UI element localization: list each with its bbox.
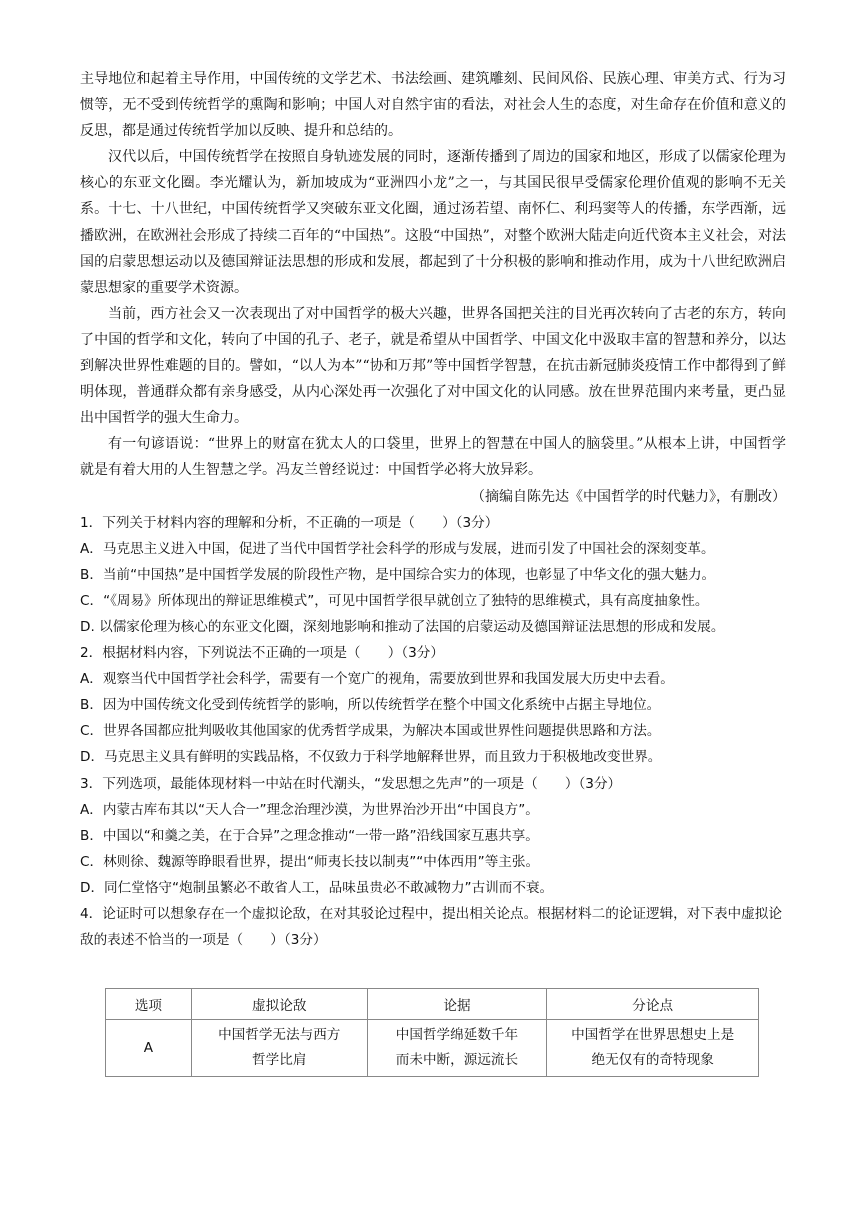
header-subpoint: 分论点 — [547, 989, 759, 1020]
question-option: C．世界各国都应批判吸收其他国家的优秀哲学成果，为解决本国或世界性问题提供思路和方法。 — [80, 723, 661, 740]
header-opponent: 虚拟论敌 — [191, 989, 367, 1020]
passage-paragraph-3: 当前，西方社会又一次表现出了对中国哲学的极大兴趣，世界各国把关注的目光再次转向了古老的东方，转向了中国的哲学和文化，转向了中国的孔子、老子，就是希望从中国哲学、中国文化中汲取丰富的智慧和养分，以达到解决世界性难题的目的。譬如，“以人为本”“协和万邦”等中国哲学智慧，在抗击新冠肺炎疫情工作中都得到了鲜明体现，普通群众都有亲身感受，从内心深处再一次强化了对中国文化的认同感。放在世界范围内来考量，更凸显出中国哲学的强大生命力。 — [80, 305, 786, 427]
question-1 — [80, 510, 786, 640]
cell-option: A — [106, 1020, 192, 1077]
cell-line: 而未中断，源远流长 — [395, 1052, 519, 1068]
question-option: D. 以儒家伦理为核心的东亚文化圈，深刻地影响和推动了法国的启蒙运动及德国辩证法思想的形成和发展。 — [80, 618, 725, 635]
question-option: D．同仁堂恪守“炮制虽繁必不敢省人工，品味虽贵必不敢减物力”古训而不衰。 — [80, 879, 554, 896]
header-evidence: 论据 — [367, 989, 547, 1020]
cell-line: 绝无仅有的奇特现象 — [591, 1052, 714, 1068]
passage-paragraph-2: 汉代以后，中国传统哲学在按照自身轨迹发展的同时，逐渐传播到了周边的国家和地区，形成了以儒家伦理为核心的东亚文化圈。李光耀认为，新加坡成为“亚洲四小龙”之一，与其国民很早受儒家伦理价值观的影响不无关系。十七、十八世纪，中国传统哲学又突破东亚文化圈，通过汤若望、南怀仁、利玛窦等人的传播，东学西渐，远播欧洲，在欧洲社会形成了持续二百年的“中国热”。这股“中国热”，对整个欧洲大陆走向近代资本主义社会，对法国的启蒙思想运动以及德国辩证法思想的形成和发展，都起到了十分积极的影响和推动作用，成为十八世纪欧洲启蒙思想家的重要学术资源。 — [80, 149, 786, 296]
question-stem: 3．下列选项，最能体现材料一中站在时代潮头，“发思想之先声”的一项是（ ）（3分） — [80, 775, 622, 792]
table-header-row — [106, 989, 759, 1020]
question-option: B．中国以“和羹之美，在于合异”之理念推动“一带一路”沿线国家互惠共享。 — [80, 827, 539, 844]
cell-line: 中国哲学无法与西方 — [218, 1027, 341, 1043]
question-stem: 4．论证时可以想象存在一个虚拟论敌，在对其驳论过程中，提出相关论点。根据材料二的论证逻辑，对下表中虚拟论敌的表述不恰当的一项是（ ）（3分） — [80, 906, 782, 949]
passage-paragraph-1: 主导地位和起着主导作用，中国传统的文学艺术、书法绘画、建筑雕刻、民间风俗、民族心理、审美方式、行为习惯等，无不受到传统哲学的熏陶和影响；中国人对自然宇宙的看法，对社会人生的态度，对生命存在价值和意义的反思，都是通过传统哲学加以反映、提升和总结的。 — [80, 71, 786, 140]
question-option: A．马克思主义进入中国，促进了当代中国哲学社会科学的形成与发展，进而引发了中国社会的深刻变革。 — [80, 540, 715, 557]
question-option: B．当前“中国热”是中国哲学发展的阶段性产物，是中国综合实力的体现，也彰显了中华文化的强大魅力。 — [80, 566, 716, 583]
passage-paragraph-4: 有一句谚语说：“世界上的财富在犹太人的口袋里，世界上的智慧在中国人的脑袋里。”从根本上讲，中国哲学就是有着大用的人生智慧之学。冯友兰曾经说过：中国哲学必将大放异彩。 — [80, 436, 786, 479]
cell-opponent — [191, 1020, 367, 1077]
question-option: A．观察当代中国哲学社会科学，需要有一个宽广的视角，需要放到世界和我国发展大历史中去看。 — [80, 671, 674, 688]
table-row — [106, 1020, 759, 1077]
question-stem: 2．根据材料内容，下列说法不正确的一项是（ ）（3分） — [80, 645, 444, 662]
question-option: C．“《周易》所体现出的辩证思维模式”，可见中国哲学很早就创立了独特的思维模式，具有高度抽象性。 — [80, 592, 709, 609]
question-3 — [80, 771, 786, 901]
cell-evidence — [367, 1020, 547, 1077]
question-stem: 1．下列关于材料内容的理解和分析，不正确的一项是（ ）（3分） — [80, 514, 499, 531]
cell-line: 中国哲学在世界思想史上是 — [571, 1027, 735, 1043]
question-option: A．内蒙古库布其以“天人合一”理念治理沙漠，为世界治沙开出“中国良方”。 — [80, 801, 539, 818]
question-4 — [80, 901, 786, 953]
header-option: 选项 — [106, 989, 192, 1020]
question-2 — [80, 640, 786, 770]
question-option: B．因为中国传统文化受到传统哲学的影响，所以传统哲学在整个中国文化系统中占据主导地位。 — [80, 697, 661, 714]
exam-content — [80, 66, 786, 953]
question-option: D．马克思主义具有鲜明的实践品格，不仅致力于科学地解释世界，而且致力于积极地改变世界。 — [80, 749, 662, 766]
passage-source: （摘编自陈先达《中国哲学的时代魅力》，有删改） — [471, 488, 786, 505]
cell-subpoint — [547, 1020, 759, 1077]
cell-line: 哲学比肩 — [252, 1052, 307, 1068]
argument-table — [105, 988, 759, 1077]
cell-line: 中国哲学绵延数千年 — [395, 1027, 519, 1043]
question-option: C．林则徐、魏源等睁眼看世界，提出“师夷长技以制夷”“中体西用”等主张。 — [80, 853, 540, 870]
